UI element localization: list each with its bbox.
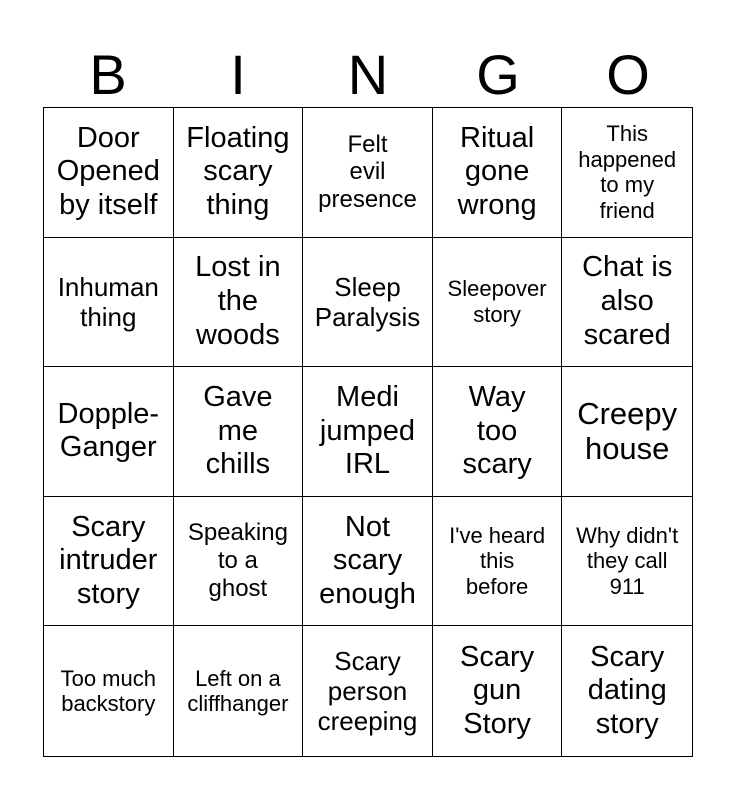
bingo-cell[interactable] [174, 108, 304, 238]
cell-text: Floating scary thing [186, 121, 290, 222]
header-letter-i: I [230, 43, 246, 106]
cell-text: Left on a cliffhanger [187, 665, 289, 717]
header-letter-b: B [89, 43, 127, 106]
bingo-cell[interactable] [433, 367, 563, 497]
cell-text: Medi jumped IRL [319, 381, 416, 481]
cell-text: This happened to my friend [578, 121, 677, 223]
cell-text: Speaking to a ghost [187, 519, 288, 602]
bingo-cell[interactable] [303, 367, 433, 497]
bingo-cell[interactable] [174, 626, 304, 756]
cell-text: Chat is also scared [582, 251, 673, 351]
bingo-cell[interactable] [44, 108, 174, 238]
cell-text: Sleep Paralysis [314, 271, 421, 332]
bingo-cell[interactable] [433, 108, 563, 238]
bingo-cell[interactable] [303, 108, 433, 238]
bingo-cell[interactable] [433, 497, 563, 627]
cell-text: Scary gun Story [460, 640, 535, 740]
header-letter-o: O [606, 43, 650, 106]
bingo-cell[interactable] [44, 626, 174, 756]
bingo-cell[interactable] [174, 238, 304, 368]
cell-text: Door Opened by itself [56, 121, 160, 222]
bingo-cell[interactable] [174, 367, 304, 497]
bingo-cell[interactable] [433, 626, 563, 756]
header-letter-n: N [347, 43, 389, 106]
bingo-cell[interactable] [303, 497, 433, 627]
cell-text: Scary dating story [587, 640, 667, 740]
cell-text: Scary intruder story [59, 510, 158, 610]
bingo-cell[interactable] [433, 238, 563, 368]
header-letter-g: G [476, 43, 520, 106]
bingo-cell[interactable] [303, 238, 433, 368]
bingo-cell[interactable] [174, 497, 304, 627]
cell-text: Dopple- Ganger [57, 397, 160, 464]
bingo-cell[interactable] [562, 108, 692, 238]
bingo-header [43, 42, 693, 108]
cell-text: Too much backstory [60, 665, 156, 717]
bingo-cell[interactable] [44, 367, 174, 497]
cell-text: Creepy house [577, 395, 678, 467]
bingo-board [43, 107, 693, 757]
cell-text: Lost in the woods [195, 251, 281, 351]
cell-text: Sleepover story [447, 276, 547, 327]
bingo-cell[interactable] [44, 497, 174, 627]
cell-text: I've heard this before [449, 522, 546, 599]
cell-text: Way too scary [462, 381, 532, 481]
bingo-cell[interactable] [562, 626, 692, 756]
cell-text: Gave me chills [203, 381, 273, 481]
bingo-cell[interactable] [303, 626, 433, 756]
cell-text: Felt evil presence [318, 130, 417, 214]
bingo-cell[interactable] [562, 367, 692, 497]
cell-text: Ritual gone wrong [457, 121, 537, 222]
cell-text: Not scary enough [319, 510, 416, 610]
cell-text: Inhuman thing [57, 271, 159, 332]
bingo-cell[interactable] [44, 238, 174, 368]
bingo-cell[interactable] [562, 497, 692, 627]
cell-text: Scary person creeping [317, 645, 418, 737]
bingo-cell[interactable] [562, 238, 692, 368]
cell-text: Why didn't they call 911 [576, 522, 679, 599]
